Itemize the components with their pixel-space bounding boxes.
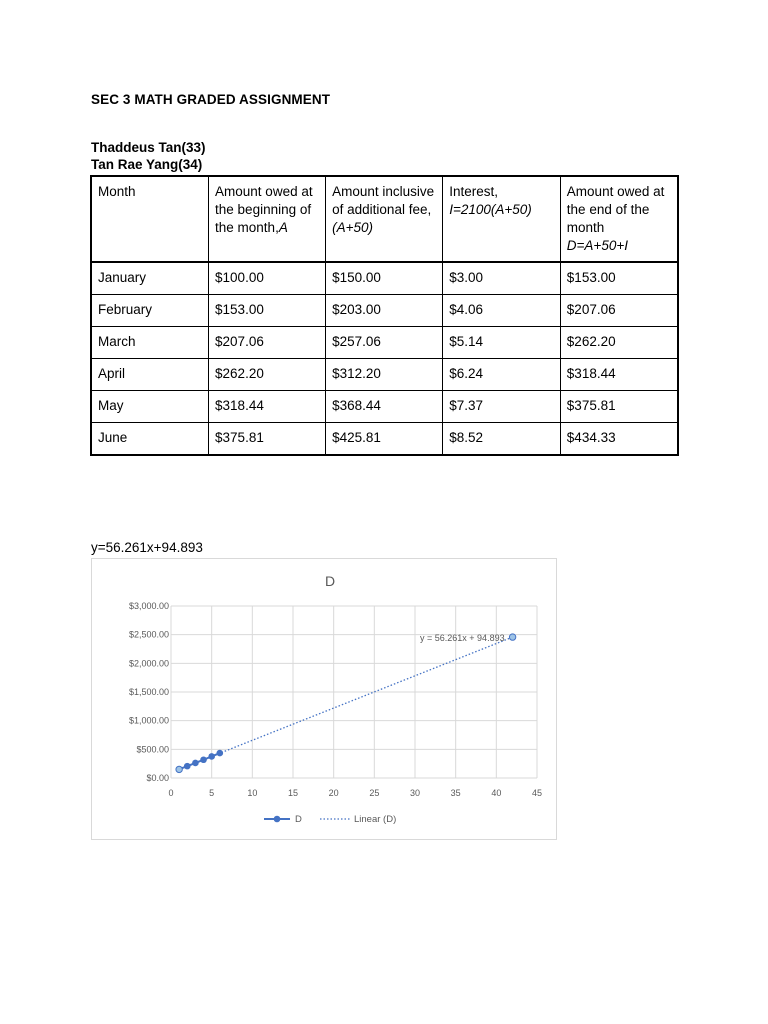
table-cell: $375.81 bbox=[560, 391, 678, 423]
document-title: SEC 3 MATH GRADED ASSIGNMENT bbox=[91, 92, 331, 107]
header-emphasis: A bbox=[278, 220, 288, 235]
table-header-row bbox=[91, 176, 678, 262]
amount-owed-table bbox=[90, 175, 679, 456]
table-row bbox=[91, 327, 678, 359]
table-cell: $318.44 bbox=[209, 391, 326, 423]
header-cell bbox=[560, 176, 678, 262]
y-axis-ticks bbox=[129, 601, 169, 783]
table-cell: $3.00 bbox=[443, 262, 561, 295]
y-tick-label: $0.00 bbox=[146, 773, 169, 783]
x-tick-label: 10 bbox=[247, 788, 258, 798]
table-cell: $203.00 bbox=[326, 295, 443, 327]
table-row bbox=[91, 423, 678, 456]
chart-title: D bbox=[324, 573, 336, 589]
header-cell bbox=[209, 176, 326, 262]
table-row bbox=[91, 262, 678, 295]
x-tick-label: 40 bbox=[491, 788, 502, 798]
data-point-d bbox=[208, 753, 215, 760]
header-text: Amount owed at the beginning of the month, bbox=[215, 184, 313, 235]
table-cell: $262.20 bbox=[560, 327, 678, 359]
header-text: Interest, bbox=[449, 184, 499, 199]
table-row bbox=[91, 295, 678, 327]
header-cell bbox=[443, 176, 561, 262]
legend-label-d: D bbox=[295, 814, 302, 825]
table-cell: February bbox=[91, 295, 209, 327]
x-axis-ticks bbox=[168, 788, 542, 798]
legend-marker-d bbox=[274, 816, 281, 823]
legend bbox=[264, 814, 396, 825]
header-text: Amount inclusive of additional fee, bbox=[332, 184, 435, 217]
data-point-d bbox=[217, 750, 224, 757]
trendline-equation-label: y = 56.261x + 94.893 bbox=[420, 633, 505, 644]
y-tick-label: $2,000.00 bbox=[128, 658, 169, 669]
table-cell: $153.00 bbox=[209, 295, 326, 327]
x-tick-label: 5 bbox=[209, 788, 215, 798]
x-tick-label: 0 bbox=[168, 788, 174, 798]
data-point-d bbox=[192, 760, 199, 767]
table-cell: $425.81 bbox=[326, 423, 443, 456]
header-cell bbox=[326, 176, 443, 262]
table-cell: $5.14 bbox=[443, 327, 561, 359]
table-cell: $207.06 bbox=[560, 295, 678, 327]
header-cell bbox=[91, 176, 209, 262]
header-emphasis: (A+50) bbox=[332, 220, 374, 235]
x-tick-label: 25 bbox=[369, 788, 380, 798]
x-tick-label: 45 bbox=[531, 788, 543, 798]
x-tick-label: 35 bbox=[450, 788, 461, 798]
table-cell: $100.00 bbox=[209, 262, 326, 295]
scatter-chart bbox=[92, 559, 556, 839]
header-text: Amount owed at the end of the month bbox=[566, 184, 665, 235]
y-tick-label: $2,500.00 bbox=[128, 629, 169, 640]
table-cell: April bbox=[91, 359, 209, 391]
table-cell: $8.52 bbox=[443, 423, 561, 456]
author-name: Tan Rae Yang(34) bbox=[91, 157, 203, 172]
header-emphasis: D=A+50+I bbox=[566, 238, 628, 253]
table-row bbox=[91, 391, 678, 423]
chart-area bbox=[91, 558, 557, 840]
table-cell: $375.81 bbox=[209, 423, 326, 456]
header-text: Month bbox=[98, 184, 136, 199]
highlight-point bbox=[176, 766, 182, 772]
table-cell: March bbox=[91, 327, 209, 359]
table-row bbox=[91, 359, 678, 391]
table-cell: $368.44 bbox=[326, 391, 443, 423]
regression-equation: y=56.261x+94.893 bbox=[91, 540, 203, 555]
x-tick-label: 20 bbox=[328, 788, 339, 798]
highlight-point bbox=[509, 634, 515, 640]
table-cell: $312.20 bbox=[326, 359, 443, 391]
y-tick-label: $1,000.00 bbox=[128, 715, 169, 726]
table-cell: $434.33 bbox=[560, 423, 678, 456]
table-cell: $262.20 bbox=[209, 359, 326, 391]
y-tick-label: $1,500.00 bbox=[128, 687, 169, 697]
table-cell: June bbox=[91, 423, 209, 456]
table-cell: $150.00 bbox=[326, 262, 443, 295]
table-cell: $7.37 bbox=[443, 391, 561, 423]
y-tick-label: $500.00 bbox=[136, 744, 169, 755]
gridlines bbox=[171, 606, 537, 778]
data-point-d bbox=[184, 763, 191, 770]
author-name: Thaddeus Tan(33) bbox=[91, 140, 206, 155]
table-cell: May bbox=[91, 391, 209, 423]
x-tick-label: 30 bbox=[409, 788, 421, 798]
x-tick-label: 15 bbox=[287, 788, 299, 798]
legend-label-linear: Linear (D) bbox=[354, 814, 397, 825]
header-emphasis: I=2100(A+50) bbox=[449, 202, 532, 217]
table-cell: $6.24 bbox=[443, 359, 561, 391]
y-tick-label: $3,000.00 bbox=[128, 601, 169, 611]
table-cell: $257.06 bbox=[326, 327, 443, 359]
table-cell: $4.06 bbox=[443, 295, 561, 327]
table-cell: $153.00 bbox=[560, 262, 678, 295]
table-cell: $207.06 bbox=[209, 327, 326, 359]
data-point-d bbox=[200, 756, 207, 763]
table-cell: January bbox=[91, 262, 209, 295]
table-cell: $318.44 bbox=[560, 359, 678, 391]
